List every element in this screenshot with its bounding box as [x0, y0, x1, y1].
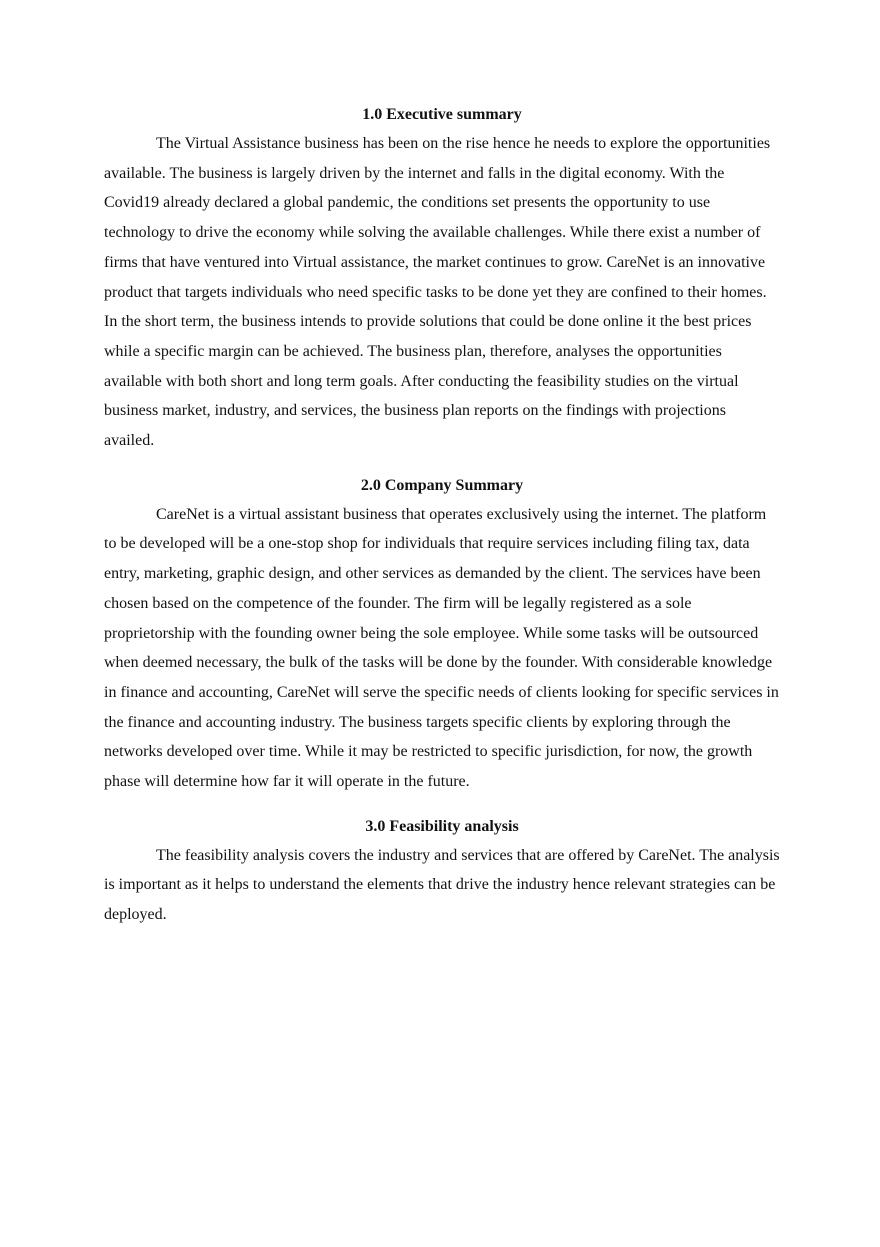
section-paragraph: The feasibility analysis covers the industry and services that are offered by CareNet. The analysis is important as it helps to understand the elements that drive the industry hence relevant strategies can be deployed.	[104, 846, 780, 924]
section-heading: 2.0 Company Summary	[360, 476, 524, 494]
section-feasibility-analysis	[104, 813, 780, 930]
section-paragraph: CareNet is a virtual assistant business that operates exclusively using the internet. The platform to be developed will be a one-stop shop for individuals that require services including filing tax, data entry, marketing, graphic design, and other services as demanded by the client. The services have been chosen based on the competence of the founder. The firm will be legally registered as a sole proprietorship with the founding owner being the sole employee. While some tasks will be outsourced when deemed necessary, the bulk of the tasks will be done by the founder. With considerable knowledge in finance and accounting, CareNet will serve the specific needs of clients looking for specific services in the finance and accounting industry. The business targets specific clients by exploring through the networks developed over time. While it may be restricted to specific jurisdiction, for now, the growth phase will determine how far it will operate in the future.	[104, 505, 779, 791]
section-heading: 1.0 Executive summary	[362, 106, 522, 123]
section-executive-summary	[104, 101, 780, 456]
section-company-summary	[104, 472, 780, 797]
document-content	[104, 101, 780, 930]
section-heading: 3.0 Feasibility analysis	[365, 817, 519, 835]
section-paragraph: The Virtual Assistance business has been on the rise hence he needs to explore the opportunities available. The business is largely driven by the internet and falls in the digital economy. With the Covid19 already declared a global pandemic, the conditions set presents the opportunity to use technology to drive the economy while solving the available challenges. While there exist a number of firms that have ventured into Virtual assistance, the market continues to grow. CareNet is an innovative product that targets individuals who need specific tasks to be done yet they are confined to their homes. In the short term, the business intends to provide solutions that could be done online it the best prices while a specific margin can be achieved. The business plan, therefore, analyses the opportunities available with both short and long term goals. After conducting the feasibility studies on the virtual business market, industry, and services, the business plan reports on the findings with projections availed.	[104, 135, 771, 450]
